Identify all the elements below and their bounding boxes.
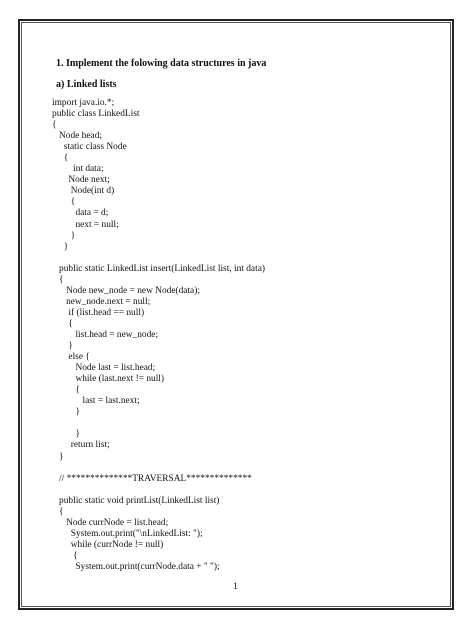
code-line: Node new_node = new Node(data); <box>52 285 200 296</box>
code-line: { <box>52 120 57 131</box>
code-line: Node(int d) <box>52 186 115 197</box>
code-line: { <box>52 506 64 517</box>
code-line: while (last.next != null) <box>52 374 165 385</box>
code-line: static class Node <box>52 142 127 153</box>
code-line: } <box>52 429 80 440</box>
code-line: if (list.head == null) <box>52 307 145 318</box>
code-line: { <box>52 153 69 164</box>
code-line: } <box>52 230 76 241</box>
code-line: } <box>52 341 73 352</box>
code-line: else { <box>52 352 90 363</box>
code-line: System.out.print(currNode.data + " "); <box>52 561 220 572</box>
code-line: } <box>52 451 64 462</box>
code-line: Node next; <box>52 175 110 186</box>
code-line: { <box>52 197 76 208</box>
code-line: { <box>52 550 78 561</box>
code-line: next = null; <box>52 219 119 230</box>
code-block <box>52 98 265 573</box>
code-line: { <box>52 274 64 285</box>
code-line: public class LinkedList <box>52 109 140 120</box>
code-line: System.out.print("\nLinkedList: "); <box>52 528 203 539</box>
code-line: return list; <box>52 440 110 451</box>
code-line: while (currNode != null) <box>52 539 164 550</box>
code-line: { <box>52 318 73 329</box>
code-line: Node head; <box>52 131 102 142</box>
code-line <box>52 463 265 474</box>
code-line: // **************TRAVERSAL************** <box>52 473 252 484</box>
code-line: public static LinkedList insert(LinkedList list, int data) <box>52 263 265 274</box>
code-line: Node last = list.head; <box>52 363 156 374</box>
code-line: list.head = new_node; <box>52 329 159 340</box>
code-line: new_node.next = null; <box>52 296 151 307</box>
code-line: } <box>52 241 69 252</box>
section-heading: 1. Implement the folowing data structures in java <box>56 58 267 69</box>
code-line <box>52 485 265 496</box>
code-line <box>52 253 265 264</box>
page-number: 1 <box>233 582 238 592</box>
code-line: public static void printList(LinkedList list) <box>52 495 220 506</box>
code-line: import java.io.*; <box>52 98 115 108</box>
code-line: } <box>52 407 80 418</box>
code-line: Node currNode = list.head; <box>52 517 169 528</box>
code-line: data = d; <box>52 208 109 219</box>
code-line <box>52 418 265 429</box>
code-line: { <box>52 385 80 396</box>
code-line: int data; <box>52 164 104 175</box>
subsection-heading: a) Linked lists <box>56 79 117 90</box>
code-line: last = last.next; <box>52 396 140 407</box>
